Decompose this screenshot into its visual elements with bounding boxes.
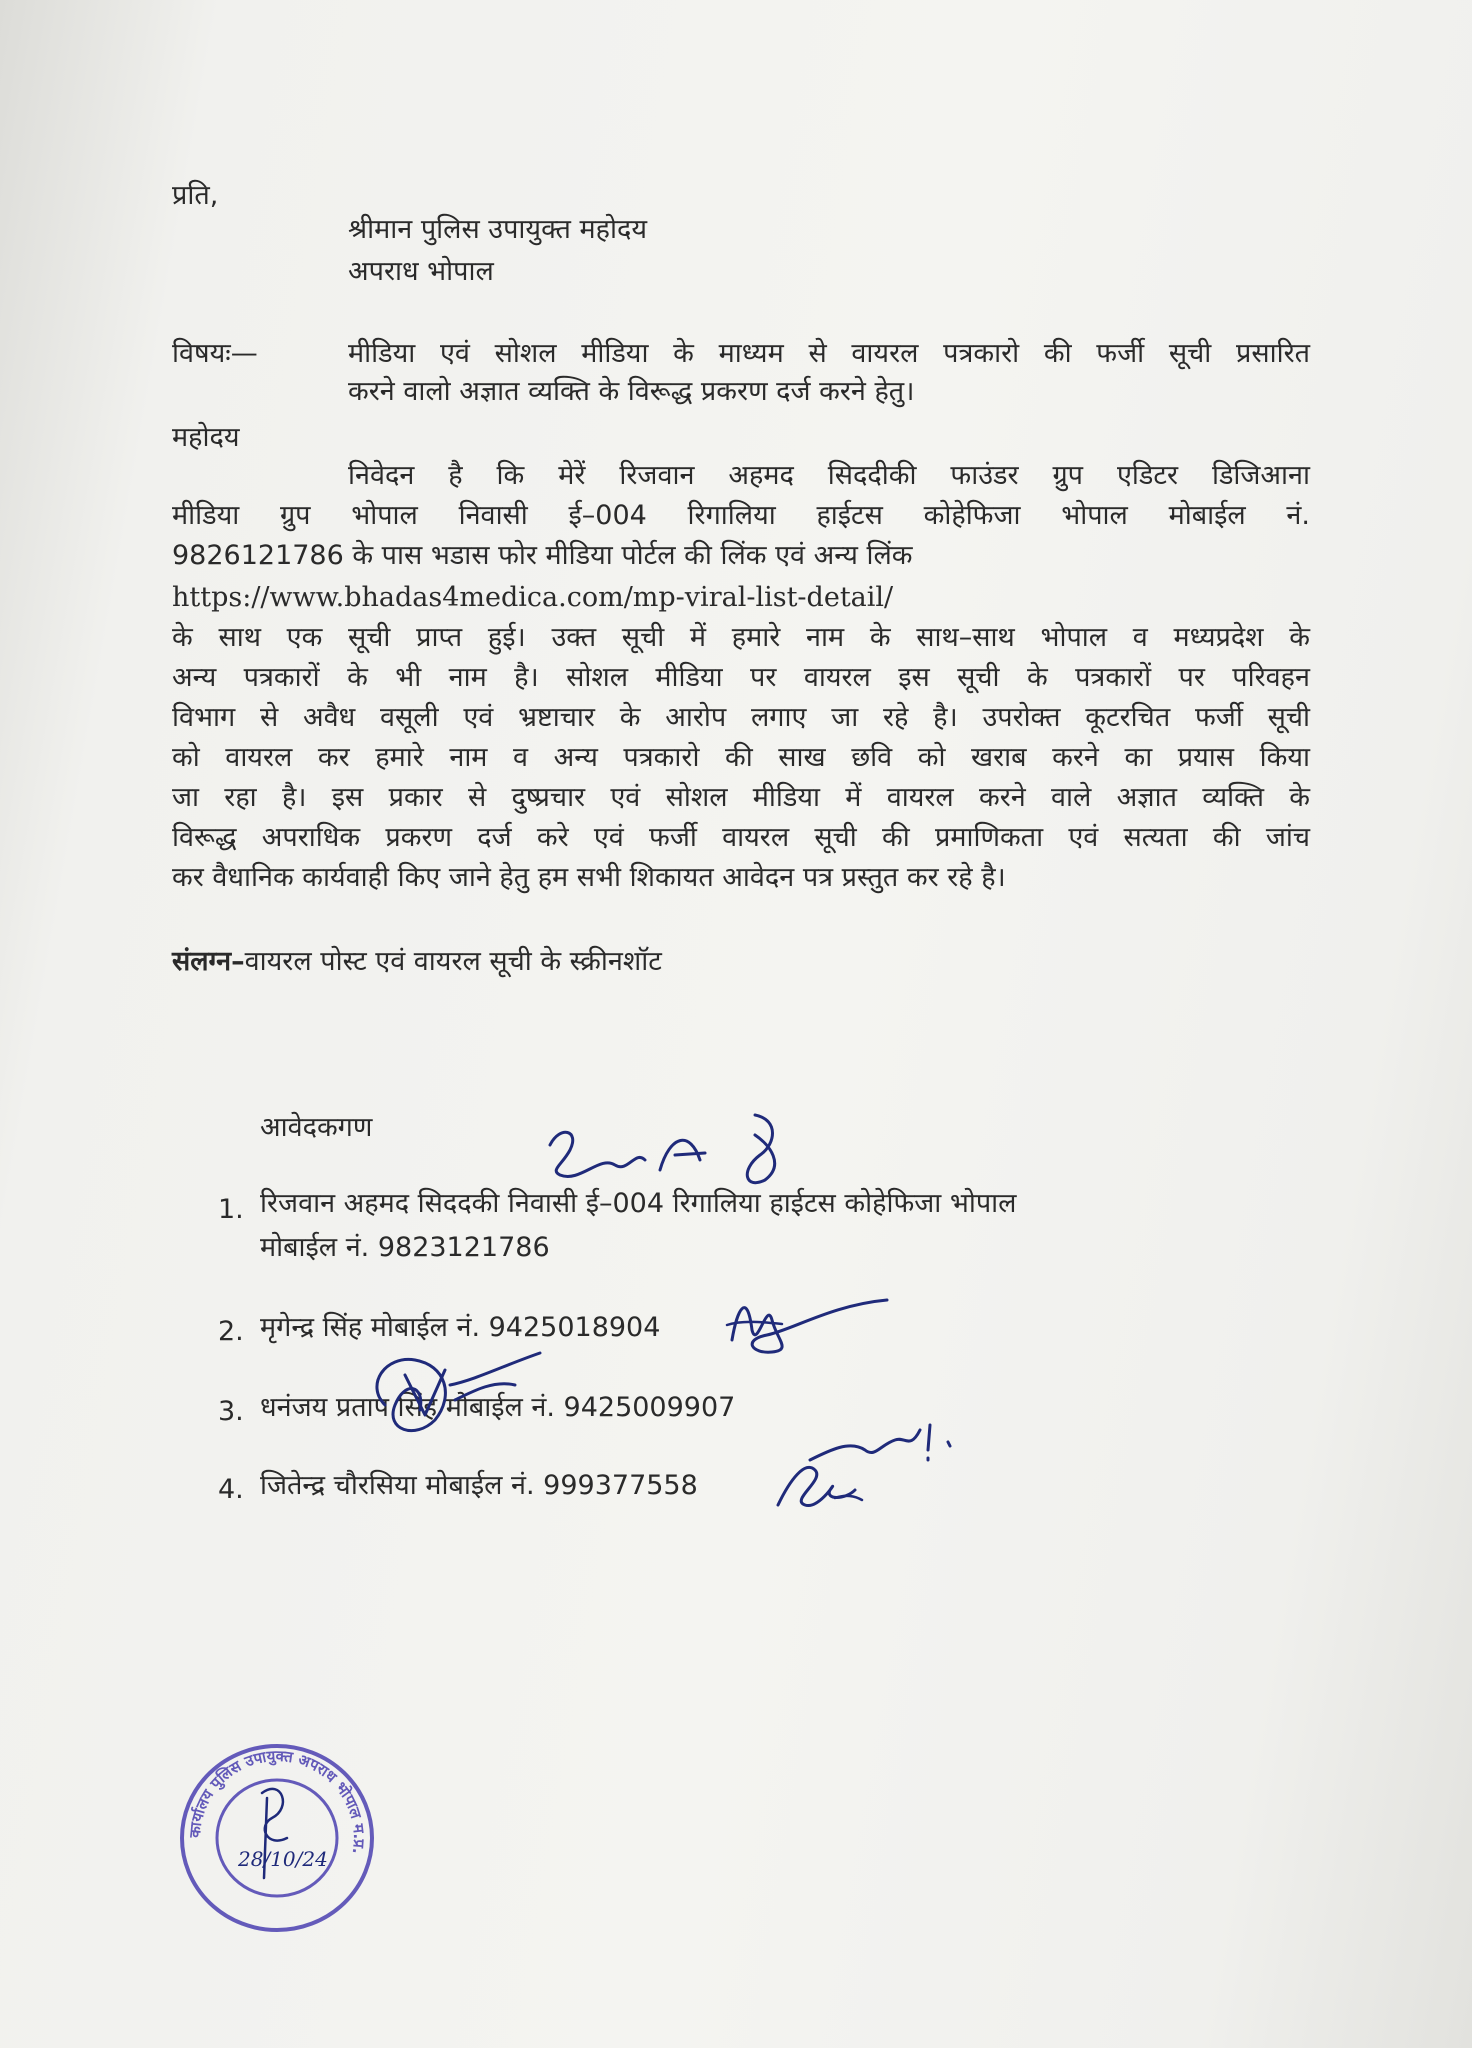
body-line9: विरूद्ध अपराधिक प्रकरण दर्ज करे एवं फर्जी वायरल सूची की प्रमाणिकता एवं सत्यता की जांच bbox=[172, 822, 1310, 853]
enclosure-label: संलग्न– bbox=[172, 946, 245, 977]
svg-text:कार्यालय पुलिस उपायुक्त अपराध bbox=[186, 1747, 369, 1856]
applicant-2-num: 2. bbox=[218, 1316, 244, 1347]
applicant-1-line1: रिजवान अहमद सिददकी निवासी ई–004 रिगालिया हाईटस कोहेफिजा भोपाल bbox=[260, 1188, 1017, 1219]
body-line8: जा रहा है। इस प्रकार से दुष्प्रचार एवं सोशल मीडिया में वायरल करने वाले अज्ञात व्यक्ति के bbox=[172, 782, 1310, 813]
signature-2-icon bbox=[712, 1280, 892, 1360]
body-line6: विभाग से अवैध वसूली एवं भ्रष्टाचार के आरोप लगाए जा रहे है। उपरोक्त कूटरचित फर्जी सूची bbox=[172, 702, 1310, 733]
stamp-text: कार्यालय पुलिस उपायुक्त अपराध भोपाल म.प्र. bbox=[185, 1746, 369, 1856]
applicant-4-line1: जितेन्द्र चौरसिया मोबाईल नं. 999377558 bbox=[260, 1470, 698, 1501]
body-line1: निवेदन है कि मेरें रिजवान अहमद सिददीकी फाउंडर ग्रुप एडिटर डिजिआना bbox=[348, 460, 1310, 491]
salutation: महोदय bbox=[172, 422, 240, 453]
signature-1-icon bbox=[540, 1105, 800, 1195]
subject-line1: मीडिया एवं सोशल मीडिया के माध्यम से वायरल पत्रकारो की फर्जी सूची प्रसारित bbox=[348, 338, 1310, 369]
applicant-1-num: 1. bbox=[218, 1194, 244, 1225]
office-stamp-icon bbox=[172, 1738, 382, 1938]
body-line7: को वायरल कर हमारे नाम व अन्य पत्रकारो की साख छवि को खराब करने का प्रयास किया bbox=[172, 742, 1310, 773]
signature-4-icon bbox=[770, 1420, 960, 1520]
applicant-2-line1: मृगेन्द्र सिंह मोबाईल नं. 9425018904 bbox=[260, 1312, 661, 1343]
subject-label: विषयः— bbox=[172, 338, 258, 369]
body-line3: 9826121786 के पास भडास फोर मीडिया पोर्टल की लिंक एवं अन्य लिंक bbox=[172, 540, 913, 571]
enclosure bbox=[172, 942, 662, 982]
recipient-line1: श्रीमान पुलिस उपायुक्त महोदय bbox=[348, 214, 647, 245]
body-line10: कर वैधानिक कार्यवाही किए जाने हेतु हम सभी शिकायत आवेदन पत्र प्रस्तुत कर रहे है। bbox=[172, 862, 1006, 893]
signature-3-icon bbox=[355, 1345, 555, 1445]
applicants-label: आवेदकगण bbox=[260, 1112, 373, 1143]
body-line2: मीडिया ग्रुप भोपाल निवासी ई–004 रिगालिया हाईटस कोहेफिजा भोपाल मोबाईल नं. bbox=[172, 500, 1310, 531]
enclosure-text: वायरल पोस्ट एवं वायरल सूची के स्क्रीनशॉट bbox=[244, 946, 662, 977]
recipient-line2: अपराध भोपाल bbox=[348, 256, 494, 287]
body-line4: के साथ एक सूची प्राप्त हुई। उक्त सूची में हमारे नाम के साथ–साथ भोपाल व मध्यप्रदेश के bbox=[172, 622, 1310, 653]
to-label: प्रति, bbox=[172, 180, 219, 211]
applicant-3-line1: धनंजय प्रताप सिंह मोबाईल नं. 9425009907 bbox=[260, 1392, 736, 1423]
subject-line2: करने वालो अज्ञात व्यक्ति के विरूद्ध प्रकरण दर्ज करने हेतु। bbox=[348, 376, 915, 407]
body-line5: अन्य पत्रकारों के भी नाम है। सोशल मीडिया पर वायरल इस सूची के पत्रकारों पर परिवहन bbox=[172, 662, 1310, 693]
stamp-date: 28/10/24 bbox=[238, 1847, 328, 1871]
applicant-4-num: 4. bbox=[218, 1474, 244, 1505]
body-url: https://www.bhadas4medica.com/mp-viral-list-detail/ bbox=[172, 582, 894, 613]
applicant-1-line2: मोबाईल नं. 9823121786 bbox=[260, 1232, 550, 1263]
applicant-3-num: 3. bbox=[218, 1396, 244, 1427]
